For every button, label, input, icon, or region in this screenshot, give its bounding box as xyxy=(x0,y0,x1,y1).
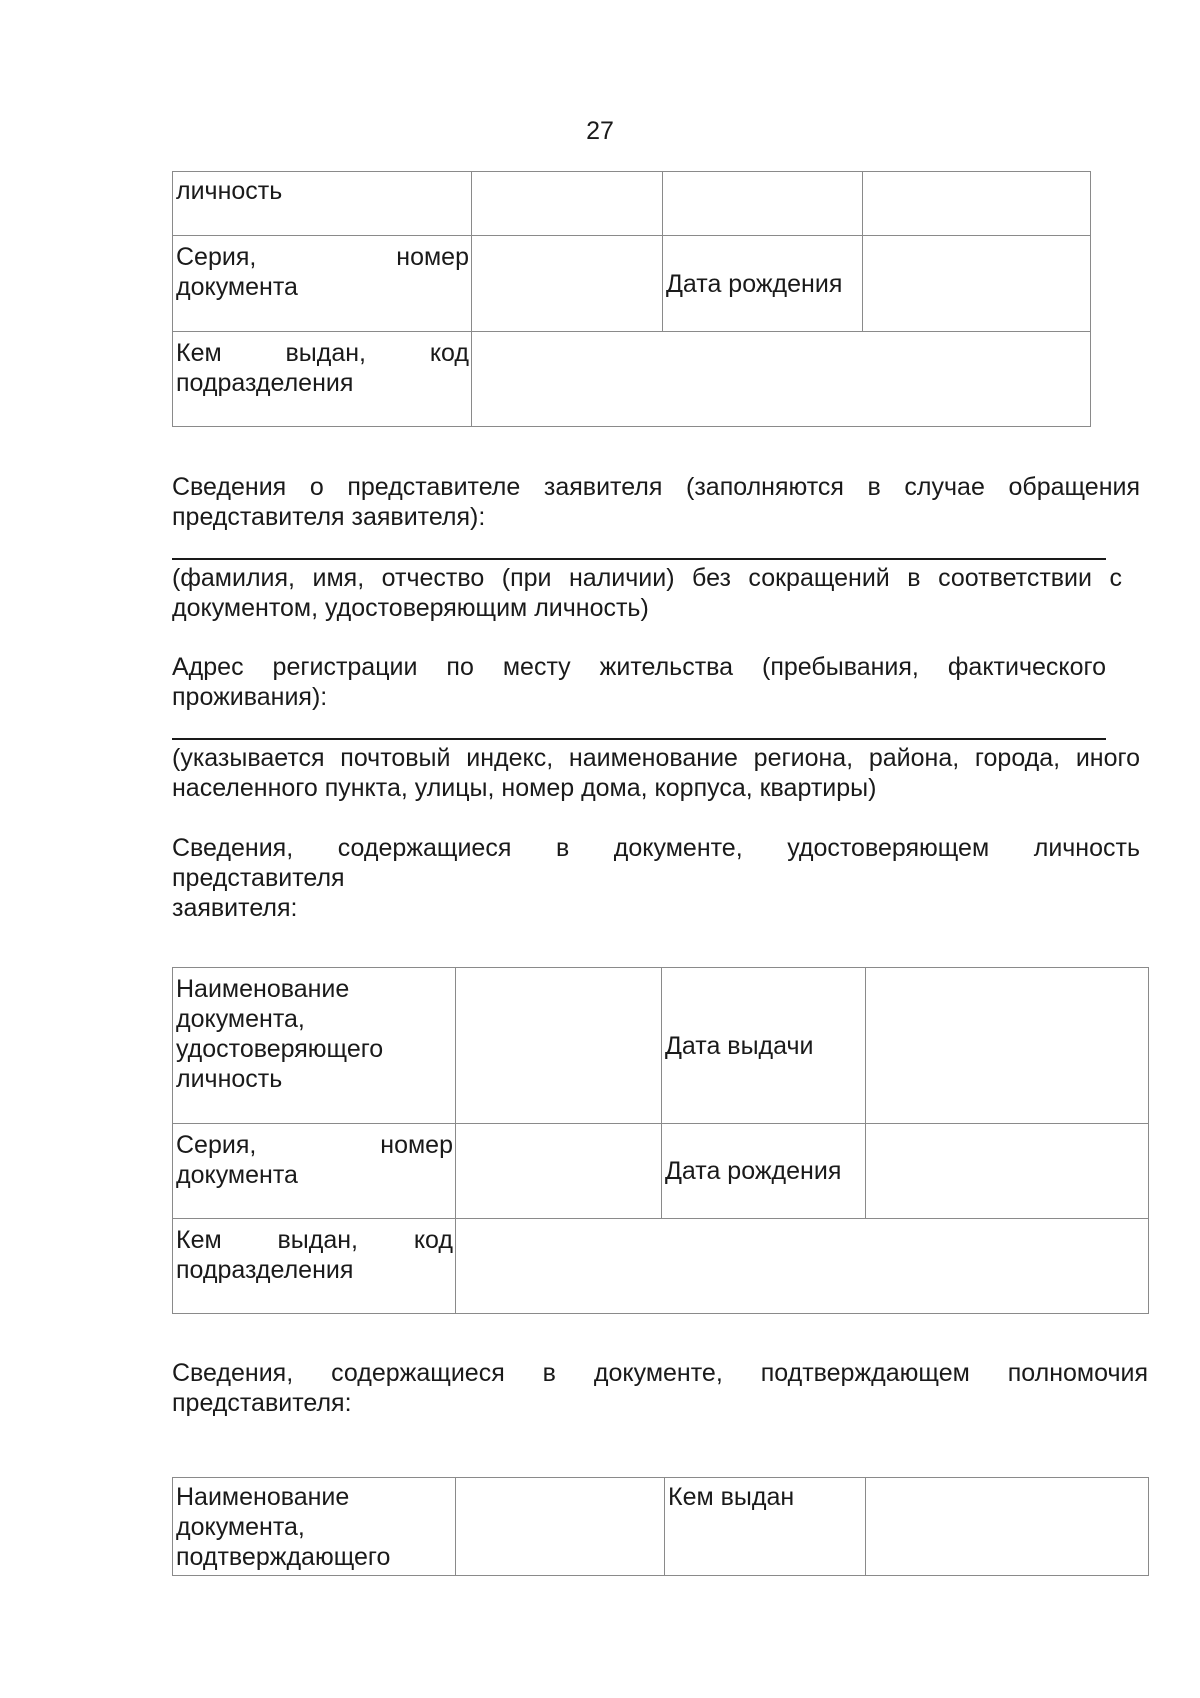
page-number: 27 xyxy=(586,117,614,145)
cell-id-label: личность xyxy=(173,172,472,236)
cell-empty[interactable] xyxy=(472,172,663,236)
cell-birth-date-label: Дата рождения xyxy=(662,1124,866,1219)
cell-issue-date-value[interactable] xyxy=(866,968,1149,1124)
representative-id-heading: Сведения, содержащиеся в документе, удостоверяющем личность представителя заявителя: xyxy=(172,834,1140,922)
address-heading: Адрес регистрации по месту жительства (пребывания, фактического проживания): xyxy=(172,653,1106,711)
address-hint: (указывается почтовый индекс, наименование региона, района, города, иного населенного пункта, улицы, номер дома, корпуса, квартиры) xyxy=(172,744,1140,802)
cell-series-value[interactable] xyxy=(456,1124,662,1219)
cell-series-label: Серия, номер документа xyxy=(173,236,472,332)
cell-birth-date-value[interactable] xyxy=(863,236,1091,332)
cell-issued-by-label: Кем выдан, код подразделения xyxy=(173,332,472,427)
applicant-id-table xyxy=(172,171,1091,427)
cell-series-value[interactable] xyxy=(472,236,663,332)
cell-authority-doc-name-label: Наименование документа, подтверждающего xyxy=(173,1478,456,1576)
cell-issued-by-label: Кем выдан, код подразделения xyxy=(173,1219,456,1314)
cell-issue-date-label: Дата выдачи xyxy=(662,968,866,1124)
name-hint: (фамилия, имя, отчество (при наличии) без сокращений в соответствии с документом, удостоверяющим личность) xyxy=(172,564,1122,622)
cell-doc-name-label: Наименование документа, удостоверяющего личность xyxy=(173,968,456,1124)
cell-series-label: Серия, номер документа xyxy=(173,1124,456,1219)
cell-empty[interactable] xyxy=(663,172,863,236)
name-fill-line[interactable] xyxy=(172,558,1106,560)
cell-issued-by-value[interactable] xyxy=(456,1219,1149,1314)
cell-authority-doc-name-value[interactable] xyxy=(456,1478,665,1576)
representative-heading: Сведения о представителе заявителя (заполняются в случае обращения представителя заявителя): xyxy=(172,473,1140,531)
cell-issued-by-value[interactable] xyxy=(472,332,1091,427)
authority-heading: Сведения, содержащиеся в документе, подтверждающем полномочия представителя: xyxy=(172,1359,1148,1417)
authority-doc-table xyxy=(172,1477,1149,1576)
representative-id-table xyxy=(172,967,1149,1314)
cell-doc-name-value[interactable] xyxy=(456,968,662,1124)
address-fill-line[interactable] xyxy=(172,738,1106,740)
cell-birth-date-label: Дата рождения xyxy=(663,236,863,332)
cell-authority-issued-by-value[interactable] xyxy=(866,1478,1149,1576)
cell-empty[interactable] xyxy=(863,172,1091,236)
cell-authority-issued-by-label: Кем выдан xyxy=(665,1478,866,1576)
cell-birth-date-value[interactable] xyxy=(866,1124,1149,1219)
